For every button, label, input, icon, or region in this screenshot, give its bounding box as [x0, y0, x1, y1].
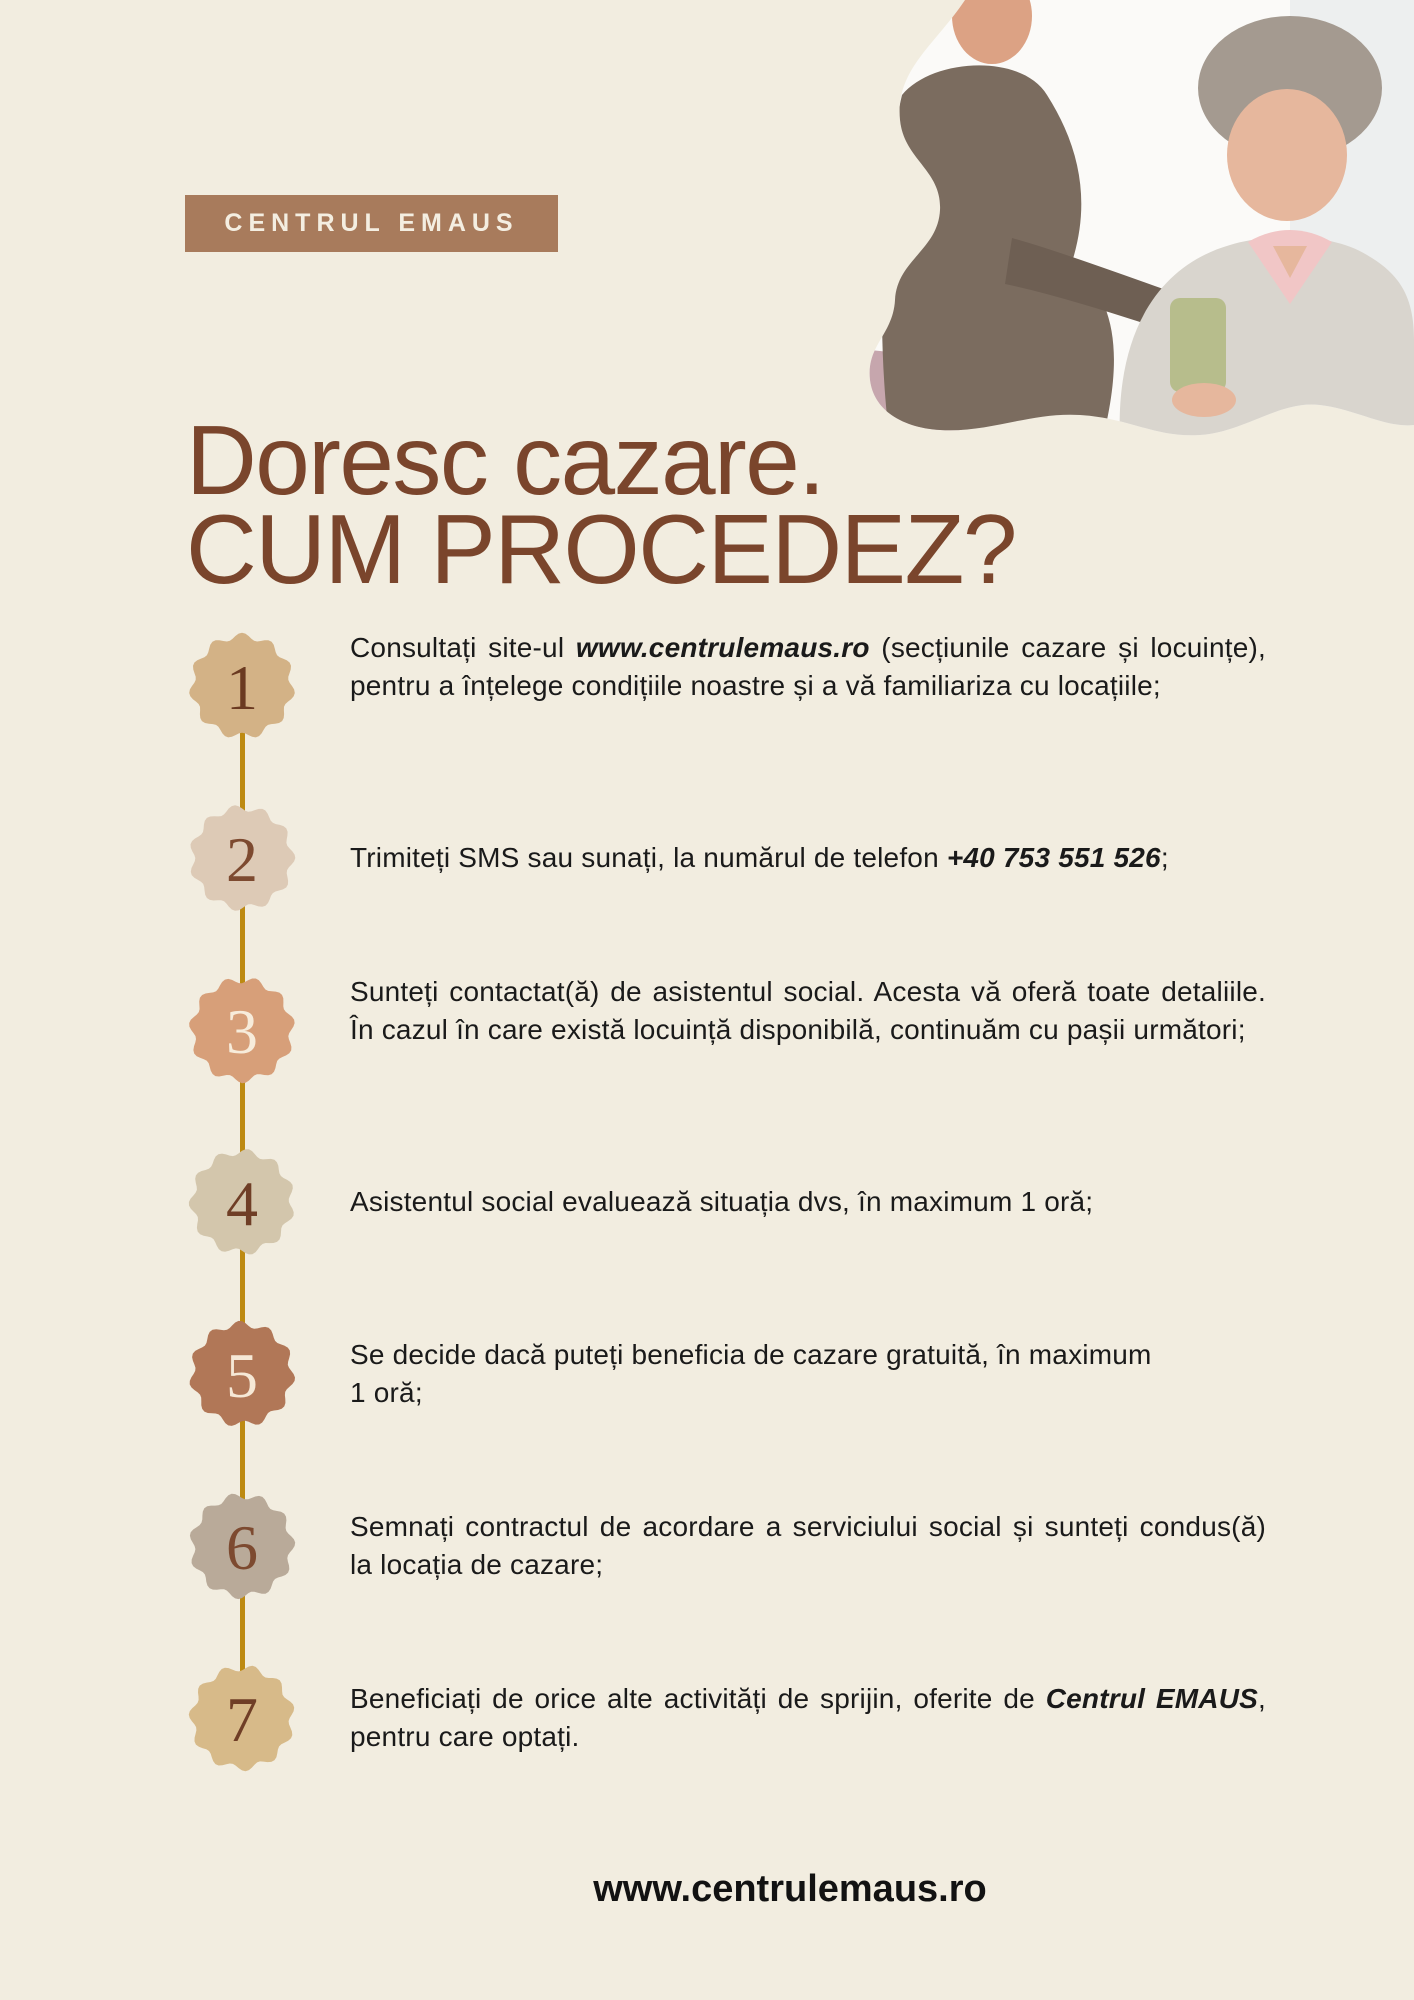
step-6-number: 6 — [226, 1512, 258, 1583]
brand-label: CENTRUL EMAUS — [224, 209, 519, 237]
step-6-text: Semnați contractul de acordare a serviciului social și sunteți condus(ă) la locația de cazare; — [350, 1511, 1266, 1580]
green-cup — [1170, 298, 1226, 392]
page-title-line2: CUM PROCEDEZ? — [186, 493, 1016, 604]
step-7-badge — [187, 1663, 297, 1773]
woman-hand-under-cup — [1172, 383, 1236, 417]
step-1-badge — [187, 631, 297, 741]
step-3-number: 3 — [226, 996, 258, 1067]
step-2-badge — [187, 803, 297, 913]
woman-face — [1227, 89, 1347, 221]
step-5-number: 5 — [226, 1340, 258, 1411]
step-1-text: Consultați site-ul www.centrulemaus.ro (secțiunile cazare și locuințe), pentru a înțelege condițiile noastre și a vă familiariza cu locațiile; — [350, 632, 1267, 701]
step-6-badge — [187, 1491, 297, 1601]
step-2-text: Trimiteți SMS sau sunați, la numărul de telefon +40 753 551 526; — [350, 842, 1169, 873]
step-5-badge — [187, 1319, 297, 1429]
photo-caregiver-elderly-woman — [690, 0, 1414, 442]
page-title — [186, 404, 1016, 604]
step-4-badge — [187, 1147, 297, 1257]
step-7-text: Beneficiați de orice alte activități de sprijin, oferite de Centrul EMAUS, pentru care optați. — [350, 1683, 1267, 1752]
step-1-number: 1 — [226, 652, 258, 723]
step-4-text: Asistentul social evaluează situația dvs, în maximum 1 oră; — [350, 1186, 1094, 1217]
brand-badge — [185, 195, 558, 252]
page-title-line1: Doresc cazare. — [186, 404, 825, 515]
step-7-number: 7 — [226, 1684, 258, 1755]
step-3-text: Sunteți contactat(ă) de asistentul social. Acesta vă oferă toate detaliile. În cazul în care există locuință disponibilă, continuăm cu pașii următori; — [350, 976, 1266, 1045]
step-3-badge — [187, 975, 297, 1085]
step-2-number: 2 — [226, 824, 258, 895]
step-4-number: 4 — [226, 1168, 258, 1239]
website-url: www.centrulemaus.ro — [593, 1868, 987, 1910]
woman-hand-lap — [1252, 417, 1308, 442]
step-5-text: Se decide dacă puteți beneficia de cazare gratuită, în maximum 1 oră; — [350, 1339, 1152, 1408]
